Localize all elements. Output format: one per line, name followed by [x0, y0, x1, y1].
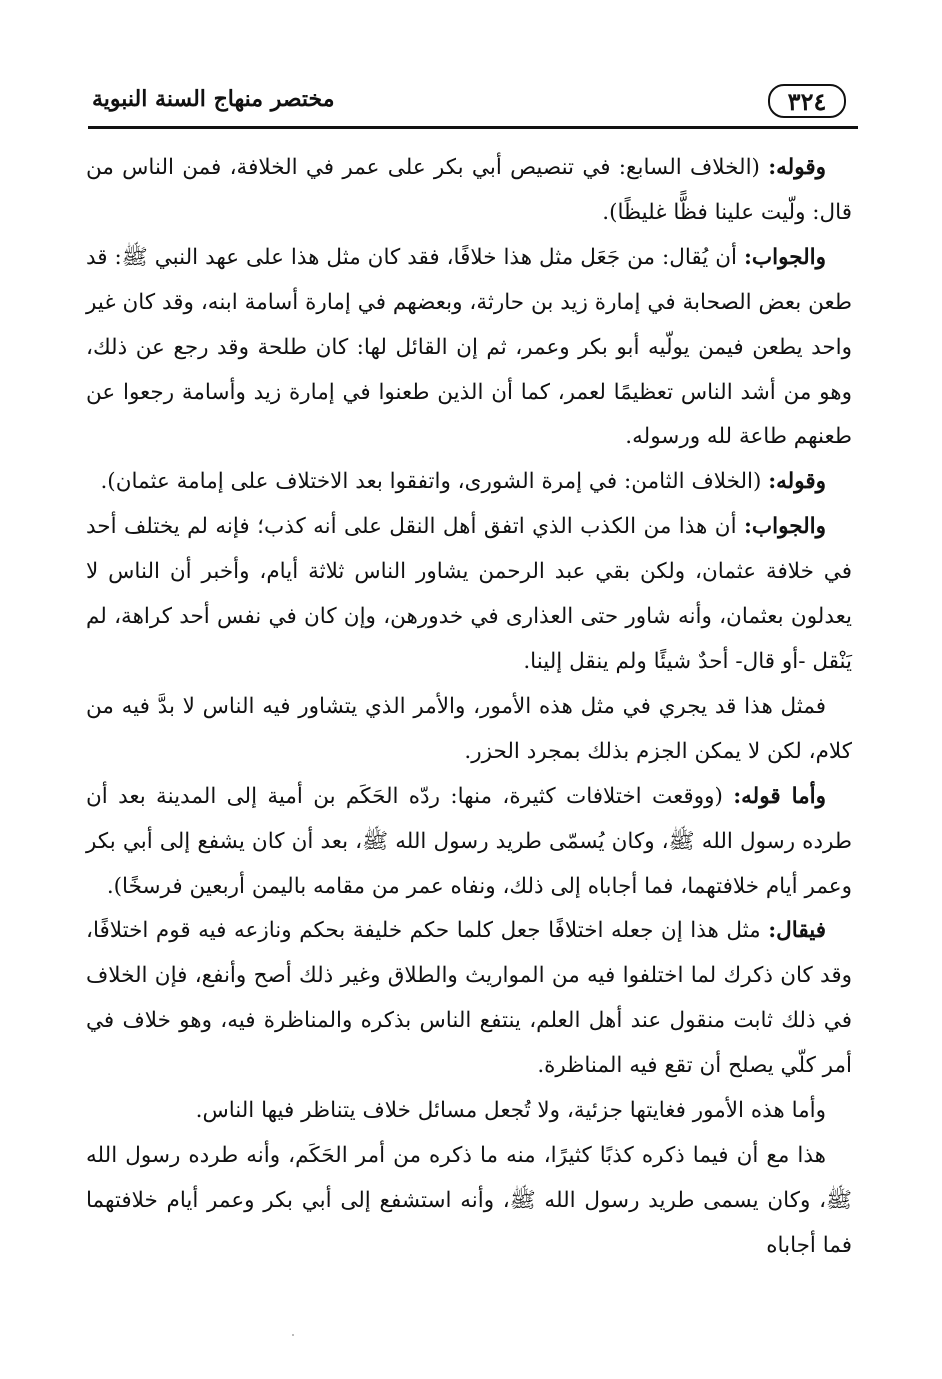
paragraph-lead: وقوله:	[768, 155, 826, 180]
paragraph	[86, 909, 852, 1089]
paragraph-text: وأما هذه الأمور فغايتها جزئية، ولا تُجعل مسائل خلاف يتناظر فيها الناس.	[195, 1098, 826, 1124]
paragraph-text: (الخلاف السابع: في تنصيص أبي بكر على عمر في الخلافة، فمن الناس من قال: ولّيت علينا فظًّا غليظًا).	[86, 155, 852, 225]
paragraph-lead: فيقال:	[768, 918, 826, 944]
paragraph-text: أن يُقال: من جَعَل مثل هذا خلافًا، فقد كان مثل هذا على عهد النبي ﷺ: قد طعن بعض الصحابة في إمارة زيد بن حارثة، وبعضهم في إمارة أسامة ابنه، وقد كان غير واحد يطعن فيمن يولّيه أبو بكر وعمر، ثم إن القائل لها: كان طلحة وقد رجع عن ذلك، وهو من أشد الناس تعظيمًا لعمر، كما أن الذين طعنوا في إمارة زيد وأسامة رجعوا عن طعنهم طاعة لله ورسوله.	[86, 244, 852, 450]
paragraph-lead: وأما قوله:	[733, 783, 827, 809]
page-body	[86, 146, 852, 1269]
paragraph-lead: والجواب:	[743, 244, 826, 270]
paragraph	[86, 775, 852, 910]
paragraph-lead: والجواب:	[743, 514, 826, 540]
paragraph-text: هذا مع أن فيما ذكره كذبًا كثيرًا، منه ما ذكره من أمر الحَكَم، وأنه طرده رسول الله ﷺ، وكان يسمى طريد رسول الله ﷺ، وأنه استشفع إلى أبي بكر وعمر أيام خلافتهما فما أجاباه	[86, 1142, 852, 1258]
header-rule	[88, 126, 858, 129]
page-header	[88, 78, 858, 122]
paragraph-lead: وقوله:	[768, 469, 826, 495]
paragraph	[86, 505, 852, 685]
paragraph	[86, 1134, 852, 1269]
page-number: ٣٢٤	[768, 84, 846, 118]
paragraph	[86, 236, 852, 461]
paragraph	[86, 460, 852, 505]
scan-speck	[292, 1334, 294, 1336]
paragraph-text: مثل هذا إن جعله اختلافًا جعل كلما حكم خليفة بحكم ونازعه فيه قوم اختلافًا، وقد كان ذكرك لما اختلفوا فيه من المواريث والطلاق وغير ذلك أصح وأنفع، فإن الخلاف في ذلك ثابت منقول عند أهل العلم، ينتفع الناس بذكره والمناظرة فيه، وهو خلاف في أمر كلّي يصلح أن تقع فيه المناظرة.	[86, 918, 852, 1079]
paragraph	[86, 1089, 852, 1134]
paragraph	[86, 685, 852, 775]
paragraph-text: فمثل هذا قد يجري في مثل هذه الأمور، والأمر الذي يتشاور فيه الناس لا بدَّ فيه من كلام، لكن لا يمكن الجزم بذلك بمجرد الحزر.	[86, 693, 852, 764]
paragraph-text: (ووقعت اختلافات كثيرة، منها: ردّه الحَكَم بن أمية إلى المدينة بعد أن طرده رسول الله ﷺ، وكان يُسمّى طريد رسول الله ﷺ، بعد أن كان يشفع إلى أبي بكر وعمر أيام خلافتهما، فما أجاباه إلى ذلك، ونفاه عمر من مقامه باليمن أربعين فرسخًا).	[86, 783, 852, 899]
book-title: مختصر منهاج السنة النبوية	[92, 86, 335, 112]
paragraph-text: (الخلاف الثامن: في إمرة الشورى، واتفقوا بعد الاختلاف على إمامة عثمان).	[100, 469, 769, 495]
paragraph-text: أن هذا من الكذب الذي اتفق أهل النقل على أنه كذب؛ فإنه لم يختلف أحد في خلافة عثمان، ولكن بقي عبد الرحمن يشاور الناس ثلاثة أيام، وأخبر أن الناس لا يعدلون بعثمان، وأنه شاور حتى العذارى في خدورهن، وإن كان في نفس أحد كراهة، لم يَنْقل -أو قال- أحدٌ شيئًا ولم ينقل إلينا.	[86, 514, 852, 674]
paragraph	[86, 146, 852, 236]
